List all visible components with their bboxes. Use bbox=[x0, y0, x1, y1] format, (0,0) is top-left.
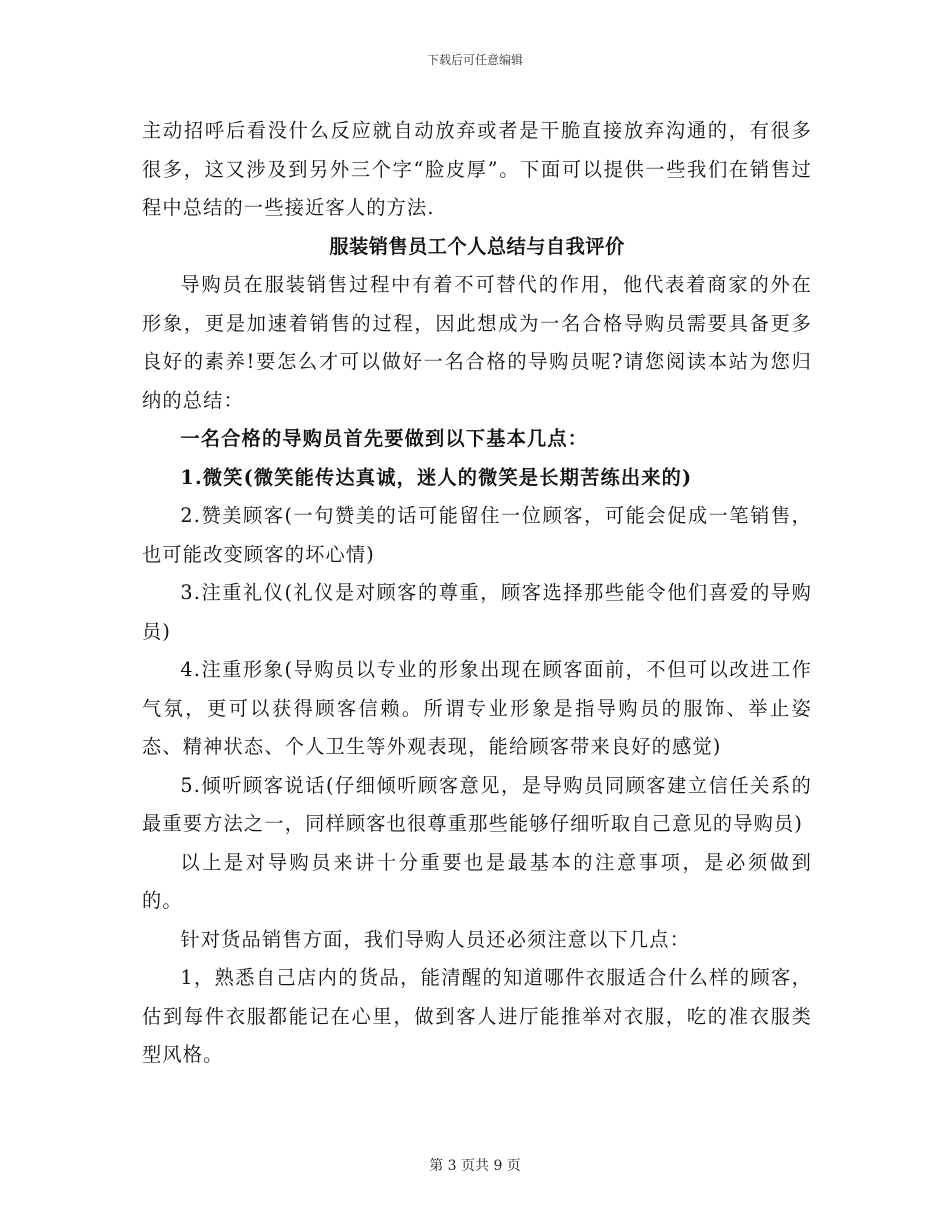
list-item-praise-customer: 2.赞美顾客(一句赞美的话可能留住一位顾客，可能会促成一笔销售，也可能改变顾客的坏心情) bbox=[142, 504, 812, 566]
list-item-etiquette: 3.注重礼仪(礼仪是对顾客的尊重，顾客选择那些能令他们喜爱的导购员) bbox=[142, 581, 812, 643]
paragraph-intro-continuation: 主动招呼后看没什么反应就自动放弃或者是干脆直接放弃沟通的，有很多很多，这又涉及到另外三个字“脸皮厚”。下面可以提供一些我们在销售过程中总结的一些接近客人的方法. bbox=[142, 119, 812, 219]
list-item-listen: 5.倾听顾客说话(仔细倾听顾客意见，是导购员同顾客建立信任关系的最重要方法之一，同样顾客也很尊重那些能够仔细听取自己意见的导购员) bbox=[142, 773, 812, 835]
paragraph-basic-points-heading: 一名合格的导购员首先要做到以下基本几点： bbox=[180, 427, 589, 450]
paragraph-role-of-sales-guide: 导购员在服装销售过程中有着不可替代的作用，他代表着商家的外在形象，更是加速着销售的过程，因此想成为一名合格导购员需要具备更多良好的素养!要怎么才可以做好一名合格的导购员呢?请您阅读本站为您归纳的总结： bbox=[142, 273, 812, 412]
list-item-image: 4.注重形象(导购员以专业的形象出现在顾客面前，不但可以改进工作气氛，更可以获得顾客信赖。所谓专业形象是指导购员的服饰、举止姿态、精神状态、个人卫生等外观表现，能给顾客带来良好的感觉) bbox=[142, 658, 812, 758]
document-body bbox=[142, 112, 812, 1075]
list-item-know-goods: 1，熟悉自己店内的货品，能清醒的知道哪件衣服适合什么样的顾客，估到每件衣服都能记在心里，做到客人进厅能推举对衣服，吃的准衣服类型风格。 bbox=[142, 966, 812, 1066]
page-number-footer: 第 3 页共 9 页 bbox=[429, 1158, 521, 1174]
paragraph-summary: 以上是对导购员来讲十分重要也是最基本的注意事项，是必须做到的。 bbox=[142, 850, 812, 912]
paragraph-goods-sales-heading: 针对货品销售方面，我们导购人员还必须注意以下几点： bbox=[180, 927, 691, 951]
list-item-smile: 1.微笑(微笑能传达真诚，迷人的微笑是长期苦练出来的) bbox=[180, 465, 693, 489]
section-title: 服装销售员工个人总结与自我评价 bbox=[329, 234, 625, 258]
page-header: 下载后可任意编辑 bbox=[426, 53, 523, 67]
